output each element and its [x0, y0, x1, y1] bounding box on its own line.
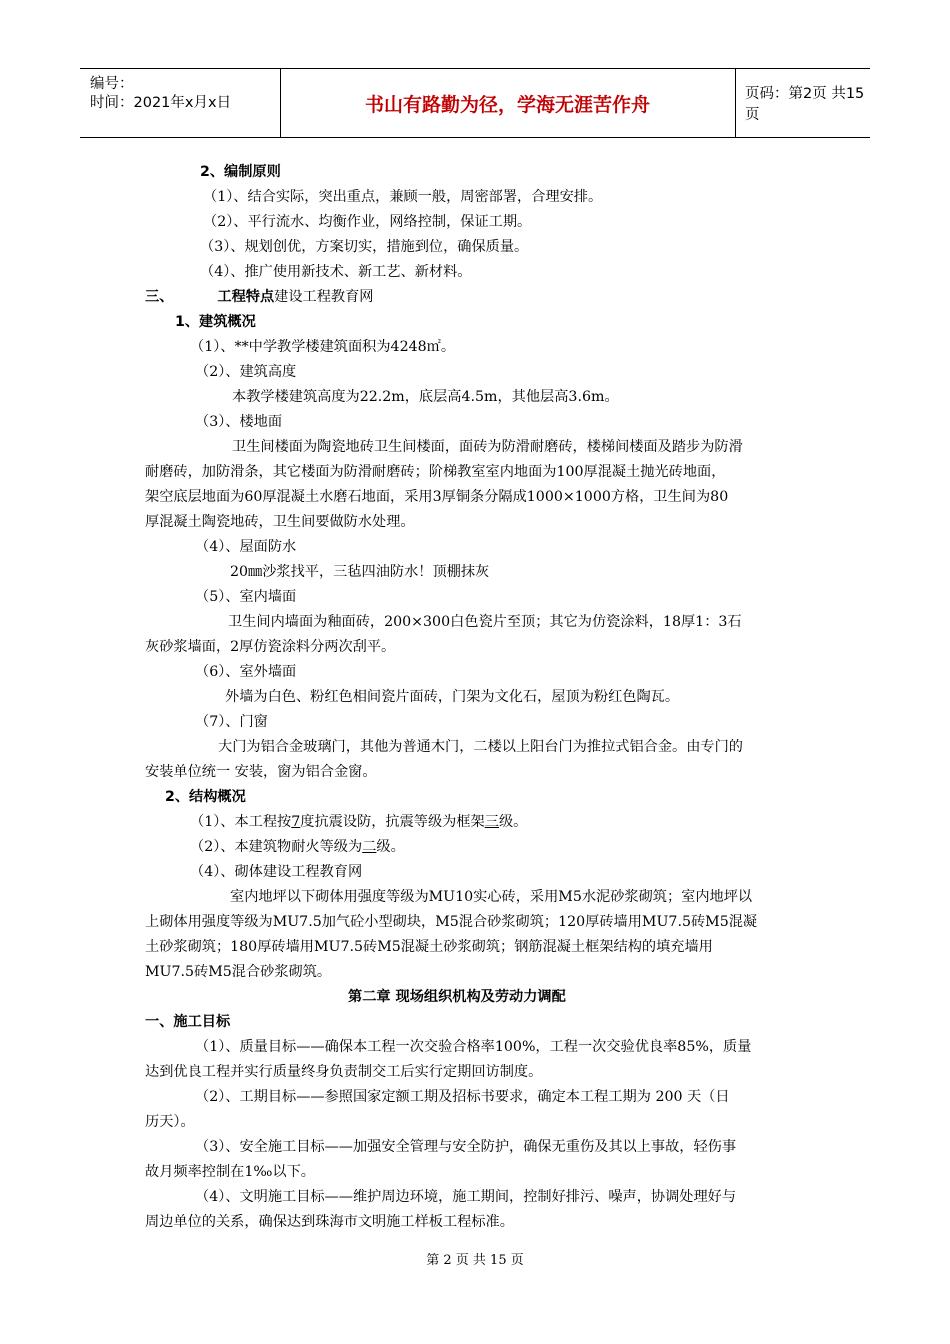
section-number: 三、: [145, 289, 174, 305]
text-line: （4）、砌体建设工程教育网: [190, 864, 363, 880]
text-line: 外墙为白色、粉红色相间瓷片面砖，门架为文化石，屋顶为粉红色陶瓦。: [225, 689, 680, 705]
text-line: 安装单位统一 安装，窗为铝合金窗。: [145, 764, 377, 780]
text-line: （7）、门窗: [195, 714, 268, 730]
underlined-value: 三: [484, 814, 499, 830]
text-line: 厚混凝土陶瓷地砖，卫生间要做防水处理。: [145, 514, 415, 530]
text-line: （4）、推广使用新技术、新工艺、新材料。: [200, 264, 472, 280]
text-span: （2）、本建筑物耐火等级为: [190, 839, 363, 855]
text-line: 耐磨砖，加防滑条，其它楼面为防滑耐磨砖；阶梯教室室内地面为100厚混凝土抛光砖地面，: [145, 464, 726, 480]
header-motto: 书山有路勤为径，学海无涯苦作舟: [280, 69, 736, 137]
text-line: 故月频率控制在1‰以下。: [145, 1164, 315, 1180]
header-meta-cell: [80, 69, 281, 137]
chapter-title: 第二章 现场组织机构及劳动力调配: [348, 989, 566, 1005]
text-line: （3）、规划创优，方案切实，措施到位，确保质量。: [200, 239, 529, 255]
watermark-text: 建设工程教育网: [274, 289, 374, 305]
text-line: （3）、楼地面: [195, 414, 283, 430]
page-header: [80, 68, 870, 138]
document-number-label: 编号：: [90, 76, 134, 92]
text-line: （2）、平行流水、均衡作业，网络控制，保证工期。: [203, 214, 532, 230]
section-heading: 2、结构概况: [165, 789, 246, 805]
text-line: （1）、结合实际，突出重点，兼顾一般，周密部署，合理安排。: [203, 189, 603, 205]
text-line: 土砂浆砌筑；180厚砖墙用MU7.5砖M5混凝土砂浆砌筑；钢筋混凝土框架结构的填充墙用: [145, 939, 713, 955]
text-line: （1）、质量目标——确保本工程一次交验合格率100%，工程一次交验优良率85%，质量: [195, 1039, 752, 1055]
text-line: （4）、屋面防水: [195, 539, 297, 555]
text-line: 历天）。: [145, 1114, 195, 1130]
text-line: 上砌体用强度等级为MU7.5加气砼小型砌块，M5混合砂浆砌筑；120厚砖墙用MU7.5砖M5混凝: [145, 914, 758, 930]
text-line: （6）、室外墙面: [195, 664, 297, 680]
chapter-heading-line: [145, 290, 373, 304]
underlined-value: 7: [291, 814, 301, 830]
section-title: 工程特点: [217, 289, 275, 305]
text-line: 室内地坪以下砌体用强度等级为MU10实心砖，采用M5水泥砂浆砌筑；室内地坪以: [230, 889, 753, 905]
text-line: （3）、安全施工目标——加强安全管理与安全防护，确保无重伤及其以上事故，轻伤事: [195, 1139, 737, 1155]
text-line: （2）、工期目标——参照国家定额工期及招标书要求，确定本工程工期为 200 天（日: [195, 1089, 730, 1105]
text-line: 20㎜沙浆找平，三毡四油防水！顶棚抹灰: [230, 564, 490, 580]
section-heading: 2、编制原则: [200, 164, 281, 180]
text-line: （5）、室内墙面: [195, 589, 297, 605]
text-line: 灰砂浆墙面，2厚仿瓷涂料分两次刮平。: [145, 639, 396, 655]
text-line: 卫生间楼面为陶瓷地砖卫生间楼面，面砖为防滑耐磨砖，楼梯间楼面及踏步为防滑: [232, 439, 743, 455]
header-page-info: 页码：第2页 共15页: [745, 86, 865, 123]
text-line: 达到优良工程并实行质量终身负责制交工后实行定期回访制度。: [145, 1064, 543, 1080]
text-line: （4）、文明施工目标——维护周边环境，施工期间，控制好排污、噪声，协调处理好与: [195, 1189, 737, 1205]
text-line: （1）、**中学教学楼建筑面积为4248㎡。: [190, 339, 456, 355]
section-heading: 一、施工目标: [145, 1014, 231, 1030]
text-line: 大门为铝合金玻璃门，其他为普通木门，二楼以上阳台门为推拉式铝合金。由专门的: [218, 739, 743, 755]
text-line: （2）、建筑高度: [195, 364, 297, 380]
text-line: MU7.5砖M5混合砂浆砌筑。: [145, 964, 332, 980]
text-span: 级。: [376, 839, 405, 855]
text-line: 本教学楼建筑高度为22.2m，底层高4.5m，其他层高3.6m。: [232, 389, 619, 405]
text-span: 度抗震设防，抗震等级为框架: [300, 814, 485, 830]
text-line: 架空底层地面为60厚混凝土水磨石地面，采用3厚铜条分隔成1000×1000方格，卫生间为80: [145, 489, 729, 505]
text-span: （1）、本工程按: [190, 814, 292, 830]
text-line: 卫生间内墙面为釉面砖，200×300白色瓷片至顶；其它为仿瓷涂料，18厚1：3石: [228, 614, 742, 630]
text-line: [190, 840, 405, 854]
text-line: 周边单位的关系，确保达到珠海市文明施工样板工程标准。: [145, 1214, 514, 1230]
page-footer: [0, 1249, 950, 1268]
footer-page-number: 第 2 页 共 15 页: [426, 1253, 524, 1268]
underlined-value: 二: [362, 839, 377, 855]
text-span: 级。: [498, 814, 528, 830]
text-line: [190, 815, 527, 829]
section-heading: 1、建筑概况: [175, 314, 256, 330]
document-time-label: 时间：2021年x月x日: [90, 95, 232, 111]
